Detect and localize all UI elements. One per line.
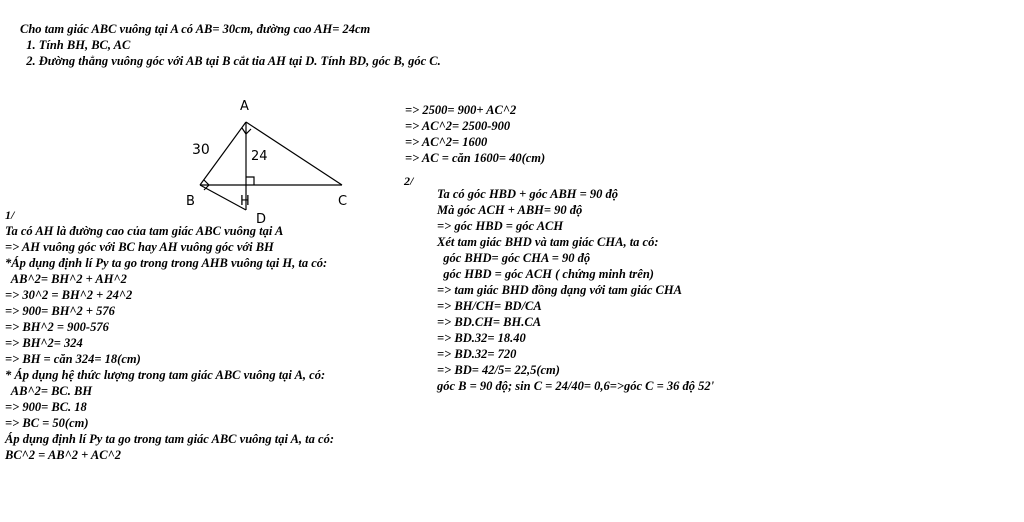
label-c: C [338,194,348,209]
solution-line: => AH vuông góc với BC hay AH vuông góc với BH [5,240,274,254]
solution-line: => BH/CH= BD/CA [437,299,542,313]
label-h: H [240,194,250,209]
label-d: D [256,212,267,227]
part1-solution [5,223,334,463]
solution-line: => 30^2 = BH^2 + 24^2 [5,288,133,302]
solution-line: *Áp dụng định lí Py ta go trong trong AHB vuông tại H, ta có: [5,256,328,270]
solution-line: => BD= 42/5= 22,5(cm) [437,363,560,377]
part1-continued [405,102,545,166]
solution-line: => BH^2 = 900-576 [5,320,109,334]
solution-line: => AC^2= 2500-900 [405,119,511,133]
solution-line: góc BHD= góc CHA = 90 độ [437,251,591,265]
solution-line: AB^2= BH^2 + AH^2 [5,272,127,286]
solution-line: => BH = căn 324= 18(cm) [5,352,141,366]
solution-line: => 900= BH^2 + 576 [5,304,115,318]
solution-line: => BC = 50(cm) [5,416,89,430]
label-b: B [186,194,195,209]
solution-line: => AC = căn 1600= 40(cm) [405,151,546,165]
solution-line: => BD.32= 18.40 [437,331,526,345]
problem-line: Cho tam giác ABC vuông tại A có AB= 30cm, đường cao AH= 24cm [20,22,371,36]
solution-line: => BD.CH= BH.CA [437,315,542,329]
solution-line: Ta có góc HBD + góc ABH = 90 độ [437,187,619,201]
solution-line: => 900= BC. 18 [5,400,87,414]
solution-line: * Áp dụng hệ thức lượng trong tam giác ABC vuông tại A, có: [5,368,326,382]
solution-line: => AC^2= 1600 [405,135,488,149]
part2-marker: 2/ [404,174,414,188]
solution-line: Áp dụng định lí Py ta go trong tam giác ABC vuông tại A, ta có: [5,432,334,446]
right-angle-h [246,177,254,185]
solution-line: Xét tam giác BHD và tam giác CHA, ta có: [437,235,659,249]
solution-line: AB^2= BC. BH [5,384,93,398]
solution-line: => tam giác BHD đồng dạng với tam giác CHA [437,283,682,297]
triangle-diagram [180,92,360,232]
solution-line: Ta có AH là đường cao của tam giác ABC vuông tại A [5,224,284,238]
solution-line: Mà góc ACH + ABH= 90 độ [437,203,583,217]
solution-line: => BH^2= 324 [5,336,83,350]
label-ah-24: 24 [251,149,268,164]
solution-line: góc B = 90 độ; sin C = 24/40= 0,6=>góc C = 36 độ 52' [437,379,715,393]
problem-line: 1. Tính BH, BC, AC [20,38,131,52]
label-ab-30: 30 [192,142,210,158]
solution-line: => 2500= 900+ AC^2 [405,103,517,117]
solution-line: => góc HBD = góc ACH [437,219,564,233]
problem-statement [20,21,441,69]
problem-line: 2. Đường thẳng vuông góc với AB tại B cắt tia AH tại D. Tính BD, góc B, góc C. [20,54,441,68]
solution-line: BC^2 = AB^2 + AC^2 [5,448,121,462]
solution-line: góc HBD = góc ACH ( chứng minh trên) [437,267,654,281]
label-a: A [240,99,249,114]
solution-line: => BD.32= 720 [437,347,517,361]
part2-solution [437,186,714,394]
part1-marker: 1/ [5,208,15,222]
